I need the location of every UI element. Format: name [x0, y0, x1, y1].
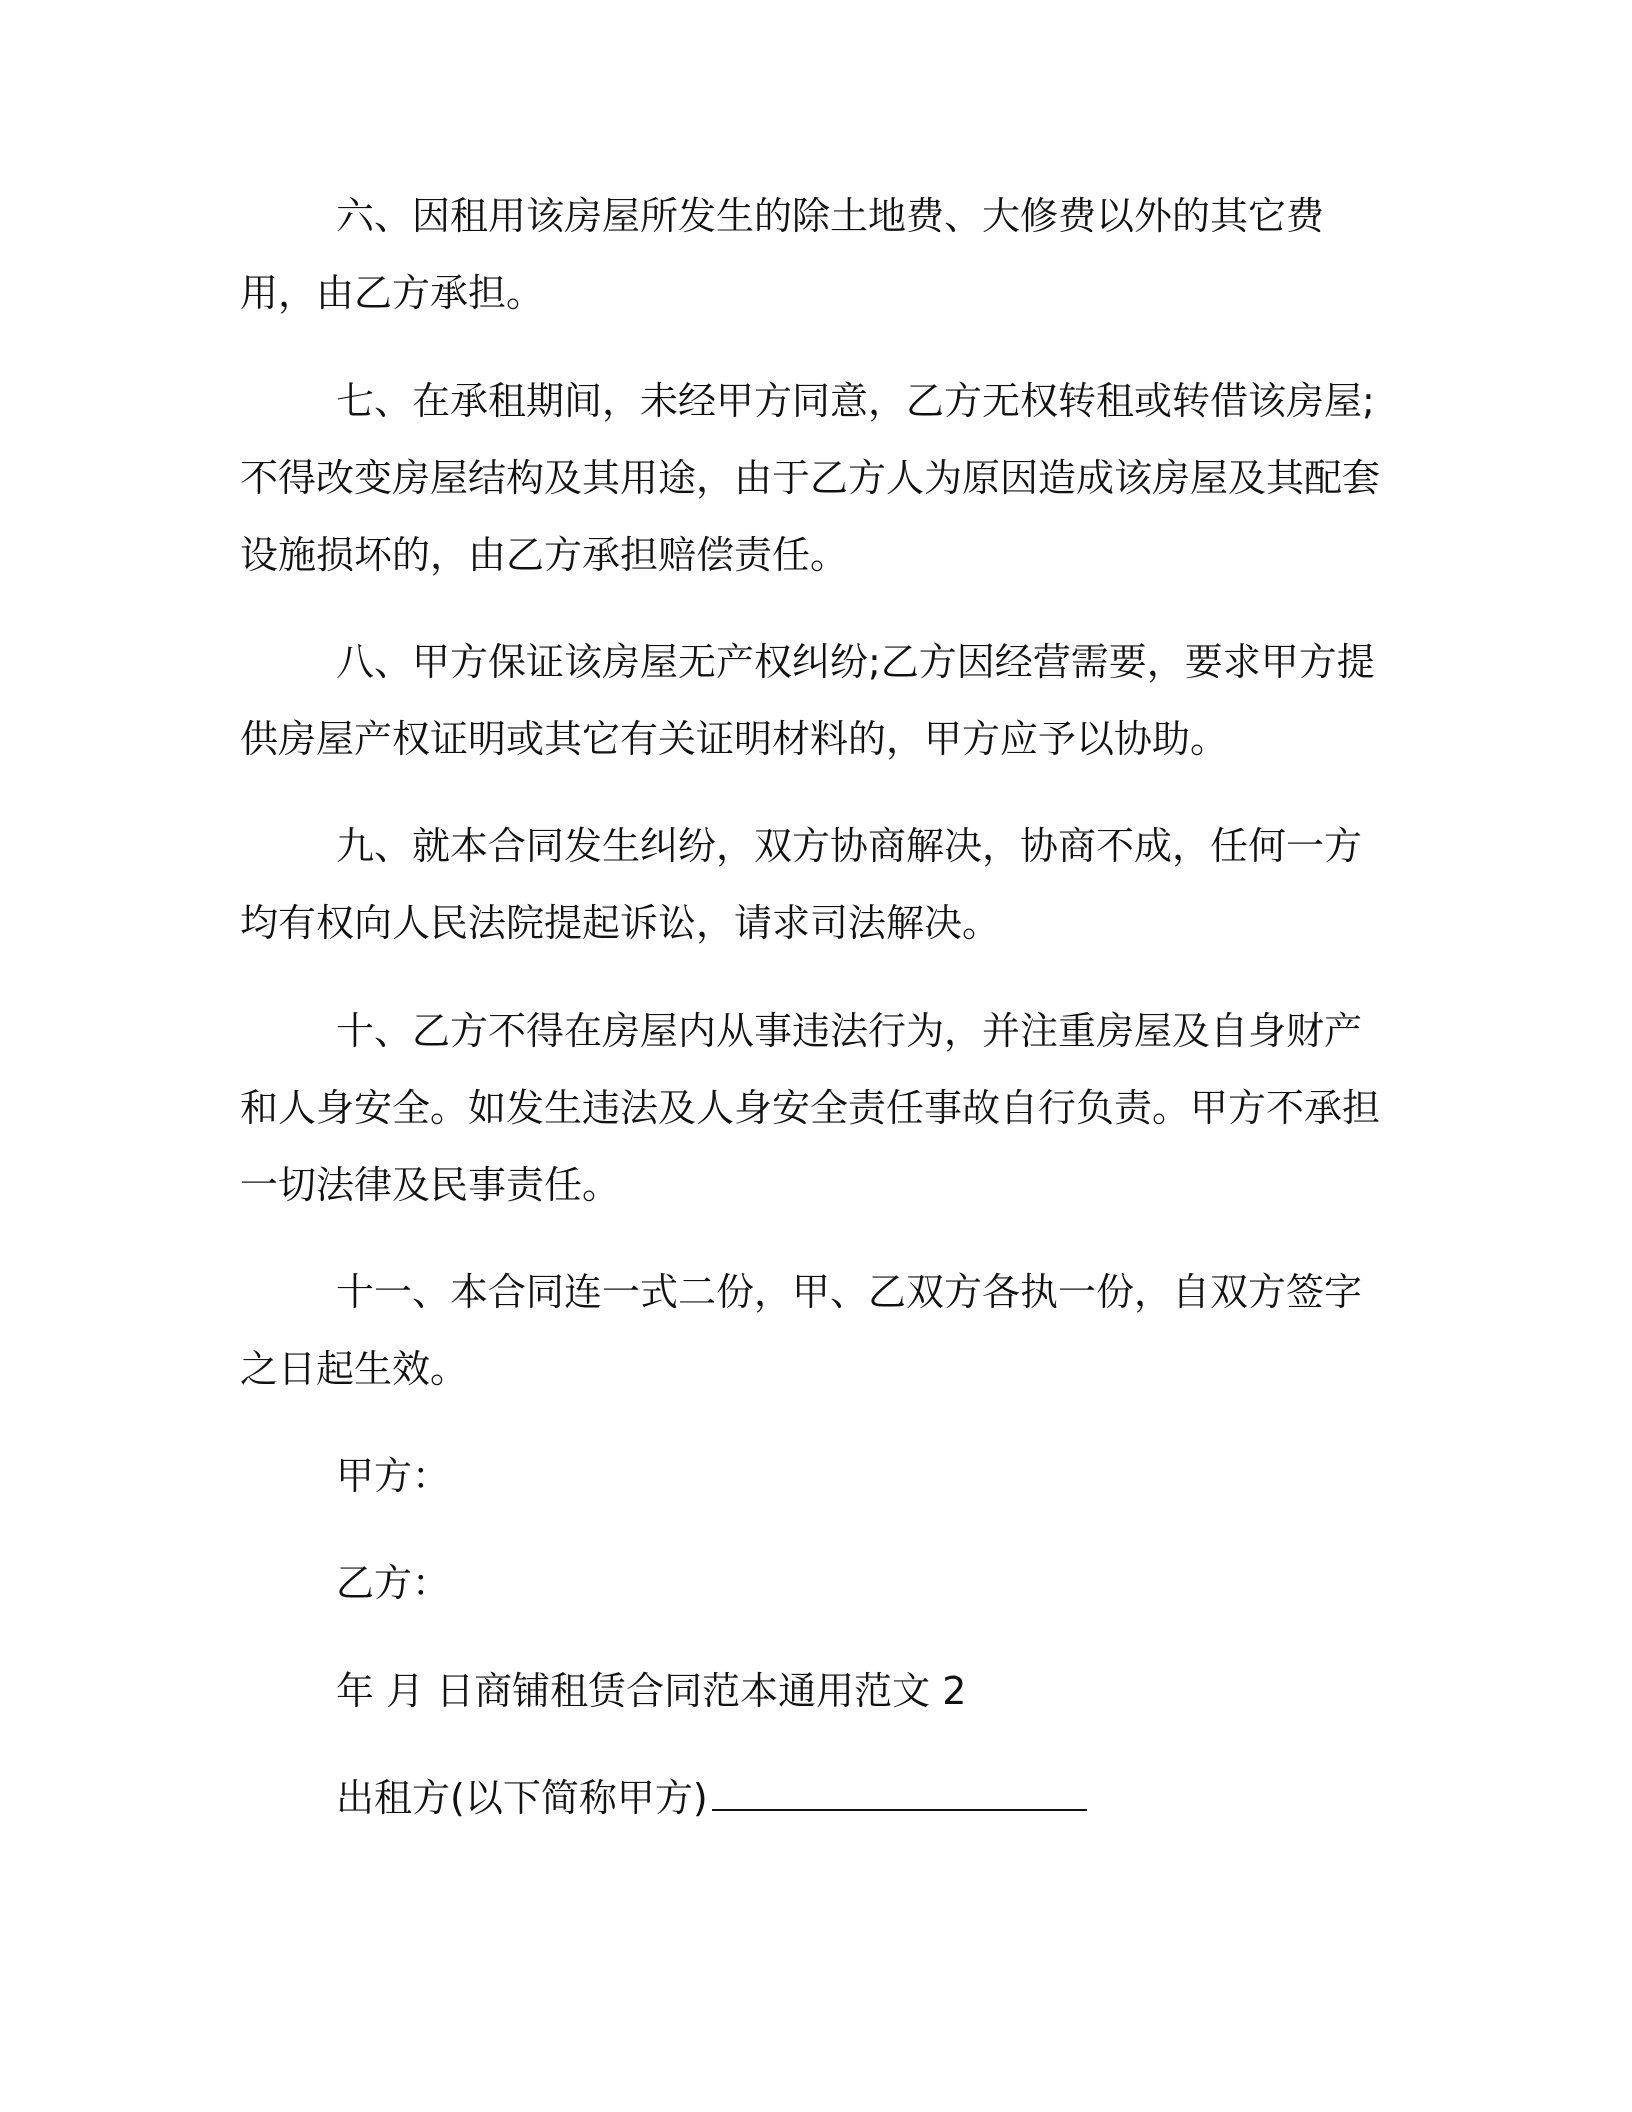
clause-7: 七、在承租期间，未经甲方同意，乙方无权转租或转借该房屋;不得改变房屋结构及其用途，由于乙方人为原因造成该房屋及其配套设施损坏的，由乙方承担赔偿责任。 [240, 379, 1381, 577]
lessor-blank-underline [712, 1779, 1087, 1811]
clause-11: 十一、本合同连一式二份，甲、乙双方各执一份，自双方签字之日起生效。 [240, 1270, 1363, 1391]
party-a-signature-line: 甲方： [336, 1454, 451, 1498]
party-b-signature-line: 乙方： [336, 1561, 451, 1605]
date-and-next-title: 年 月 日商铺租赁合同范本通用范文 2 [336, 1669, 967, 1713]
clause-10: 十、乙方不得在房屋内从事违法行为，并注重房屋及自身财产和人身安全。如发生违法及人身安全责任事故自行负责。甲方不承担一切法律及民事责任。 [240, 1009, 1381, 1207]
clause-8: 八、甲方保证该房屋无产权纠纷;乙方因经营需要，要求甲方提供房屋产权证明或其它有关证明材料的，甲方应予以协助。 [240, 640, 1375, 761]
clause-9: 九、就本合同发生纠纷，双方协商解决，协商不成，任何一方均有权向人民法院提起诉讼，请求司法解决。 [240, 824, 1363, 945]
lessor-line [336, 1760, 1087, 1837]
lessor-label: 出租方(以下简称甲方) [336, 1776, 708, 1820]
clause-6: 六、因租用该房屋所发生的除土地费、大修费以外的其它费用，由乙方承担。 [240, 194, 1325, 315]
